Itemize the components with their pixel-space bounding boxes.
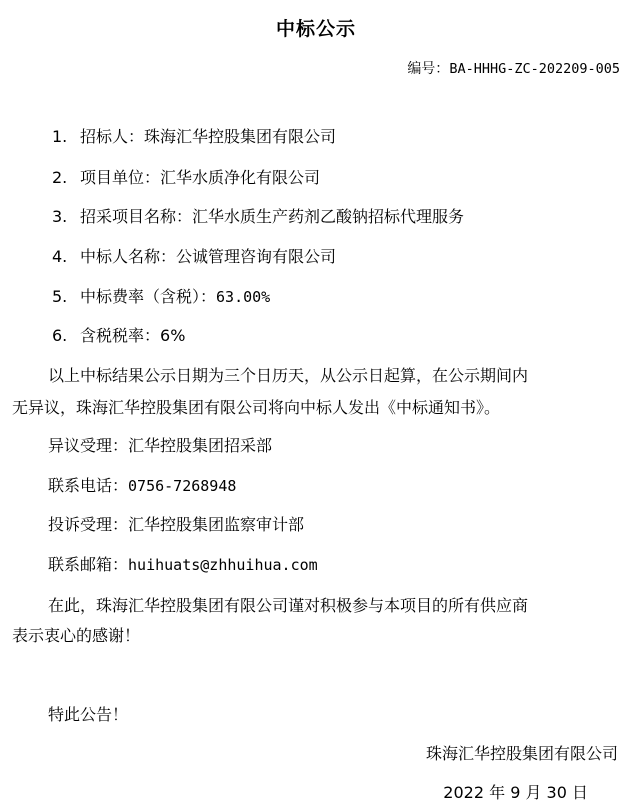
item-number: 3.: [52, 207, 68, 226]
item-value: 珠海汇华控股集团有限公司: [144, 127, 337, 146]
document-number-value: BA-HHHG-ZC-202209-005: [449, 61, 620, 77]
item-value: 公诚管理咨询有限公司: [176, 247, 337, 266]
objection-contact: [48, 436, 632, 456]
objection-value: 汇华控股集团招采部: [128, 436, 273, 455]
item-label: 招标人：: [80, 127, 145, 146]
objection-label: 异议受理：: [48, 436, 129, 455]
notice-paragraph-line: 以上中标结果公示日期为三个日历天，从公示日起算，在公示期间内: [48, 366, 529, 385]
list-item: [52, 247, 632, 267]
email-contact: [48, 555, 632, 575]
item-value: 汇华水质净化有限公司: [160, 168, 321, 187]
closing-text: 特此公告！: [48, 705, 129, 724]
item-value: 6%: [160, 326, 186, 345]
email-value: huihuats@zhhuihua.com: [128, 556, 318, 574]
item-number: 4.: [52, 247, 68, 266]
list-item: [52, 168, 632, 188]
item-label: 招采项目名称：: [80, 207, 193, 226]
phone-value: 0756-7268948: [128, 477, 237, 495]
item-value: 63.00%: [216, 288, 271, 306]
phone-label: 联系电话：: [48, 476, 129, 495]
email-label: 联系邮箱：: [48, 555, 129, 574]
signature-organization: 珠海汇华控股集团有限公司: [425, 744, 618, 763]
item-number: 6.: [52, 326, 68, 345]
item-label: 项目单位：: [80, 168, 161, 187]
list-item: [52, 287, 632, 307]
item-number: 5.: [52, 287, 68, 306]
item-label: 含税税率：: [80, 326, 161, 345]
thanks-paragraph-line: 在此，珠海汇华控股集团有限公司谨对积极参与本项目的所有供应商: [48, 596, 529, 615]
item-label: 中标费率（含税）：: [80, 287, 217, 306]
phone-contact: [48, 476, 632, 496]
list-item: [52, 127, 632, 147]
thanks-paragraph-line: 表示衷心的感谢！: [12, 626, 141, 645]
document-number: [407, 58, 620, 78]
item-value: 汇华水质生产药剂乙酸钠招标代理服务: [192, 207, 465, 226]
notice-paragraph-line: 无异议，珠海汇华控股集团有限公司将向中标人发出《中标通知书》。: [12, 398, 501, 417]
item-number: 1.: [52, 127, 68, 146]
complaint-value: 汇华控股集团监察审计部: [128, 515, 305, 534]
signature-date: 2022 年 9 月 30 日: [443, 783, 588, 802]
page-title: 中标公示: [275, 18, 356, 40]
document-number-label: 编号：: [407, 61, 450, 77]
complaint-contact: [48, 515, 632, 535]
list-item: [52, 207, 632, 227]
complaint-label: 投诉受理：: [48, 515, 129, 534]
list-item: [52, 326, 632, 346]
item-label: 中标人名称：: [80, 247, 177, 266]
item-number: 2.: [52, 168, 68, 187]
